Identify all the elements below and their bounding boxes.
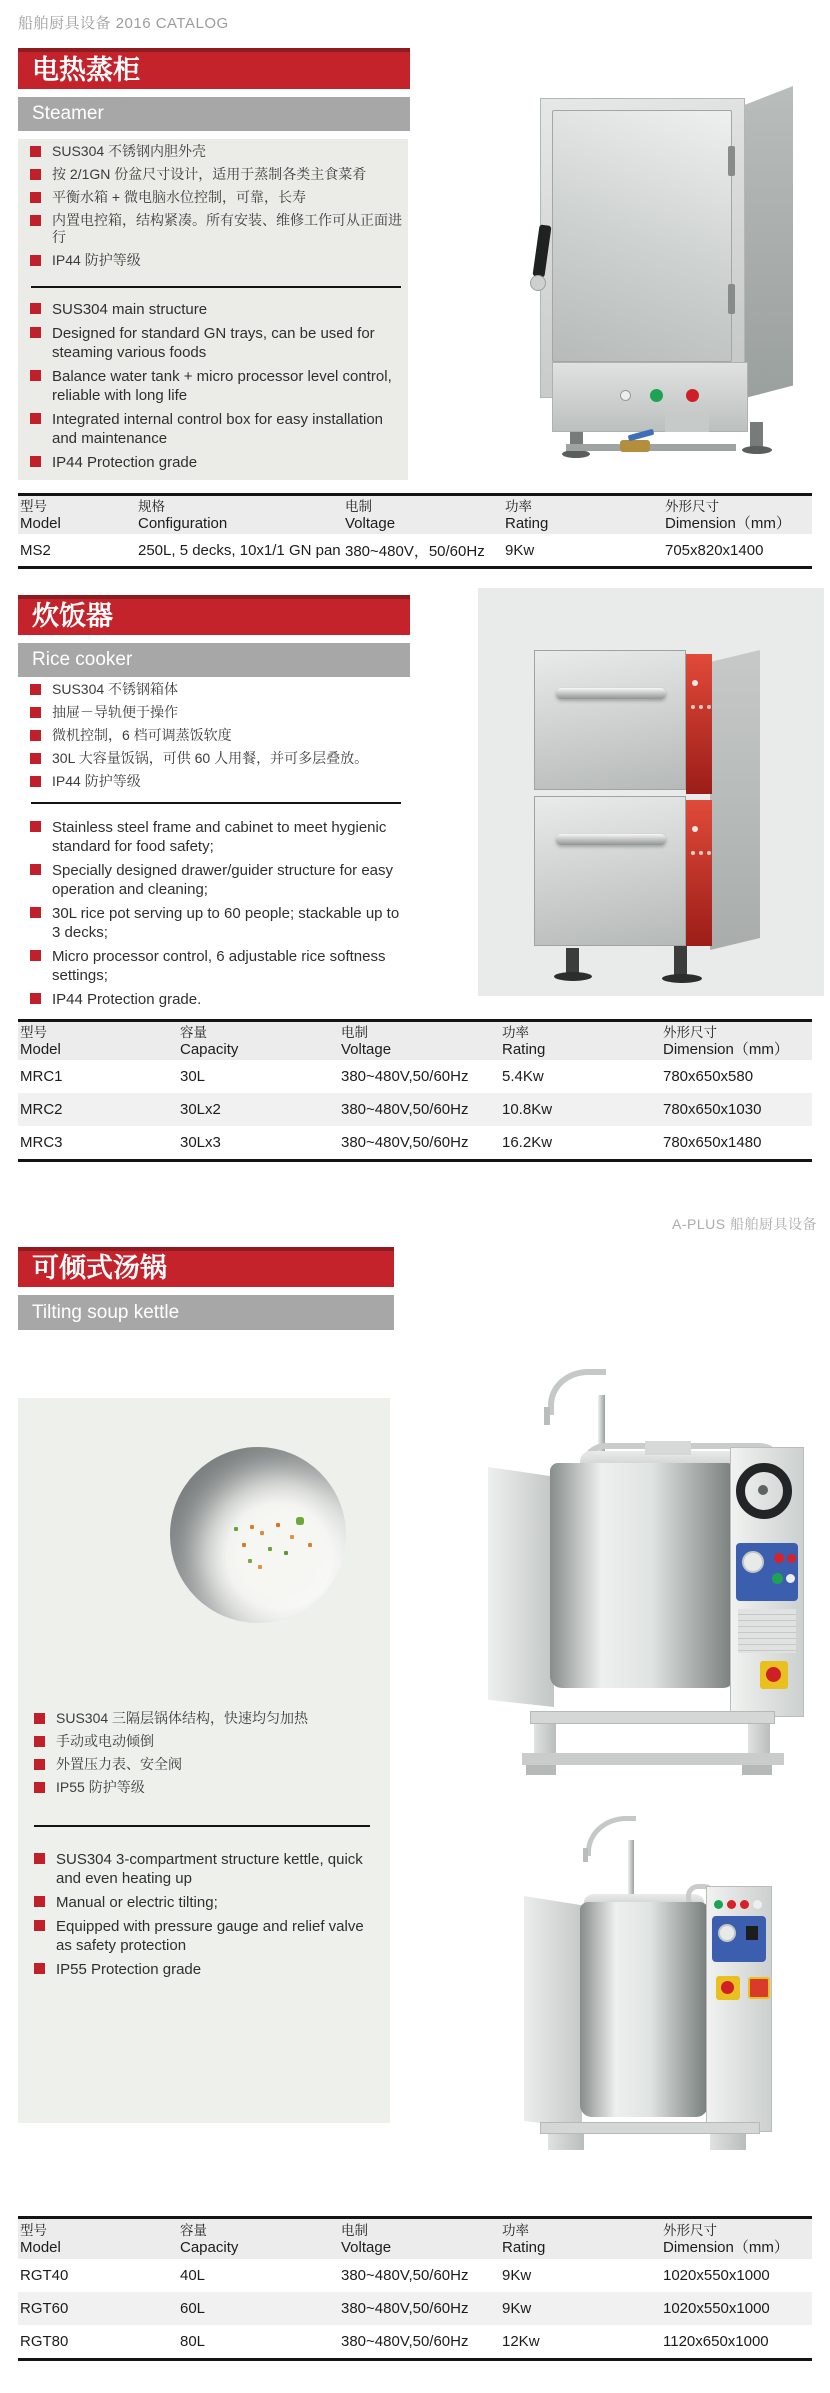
main-switch-plate: [748, 1977, 770, 1999]
header-cn: 电制: [345, 498, 372, 514]
cell-model: RGT40: [20, 2267, 69, 2284]
soup-kettle-spec-table: [18, 2216, 812, 2361]
bullet-square-icon: [30, 730, 41, 741]
feature-text: Manual or electric tilting;: [56, 1894, 218, 1911]
cell-dimension: 780x650x1480: [663, 1134, 762, 1151]
feature-text: 手动或电动倾倒: [56, 1733, 154, 1749]
steamer-photo: [500, 60, 800, 460]
cell-model: MRC3: [20, 1134, 63, 1151]
header-rating: [500, 1024, 661, 1059]
rice-cooker-red-control-strip: [686, 654, 712, 794]
header-capacity: [178, 1024, 339, 1059]
rice-cooker-features-en: [30, 818, 402, 1014]
base-frame-lower-bar: [522, 1753, 784, 1765]
vegetable-garnish: [250, 1525, 254, 1529]
feature-divider: [34, 1825, 370, 1827]
power-button-green: [650, 389, 663, 402]
green-button: [714, 1900, 723, 1909]
cell-voltage: 380~480V,50/60Hz: [341, 1134, 469, 1151]
header-en: Model: [20, 2238, 61, 2256]
cell-rating: 9Kw: [502, 2267, 532, 2284]
cell-dimension: 780x650x1030: [663, 1101, 762, 1118]
table-header-row: [18, 496, 812, 534]
cell-dimension: 1020x550x1000: [663, 2267, 770, 2284]
bullet-square-icon: [30, 413, 41, 424]
cell-capacity: 30L: [180, 1068, 206, 1085]
feature-item: [34, 1733, 374, 1750]
cell-capacity: 40L: [180, 2267, 206, 2284]
bullet-square-icon: [30, 993, 41, 1004]
feature-item: [34, 1779, 374, 1796]
table-row: [18, 534, 812, 566]
leg: [566, 948, 579, 974]
cell-voltage: 380~480V,50/60Hz: [341, 1101, 469, 1118]
cell-rating: 16.2Kw: [502, 1134, 553, 1151]
feature-item: [30, 166, 402, 183]
left-support-cabinet: [488, 1467, 554, 1707]
foot: [562, 450, 590, 458]
feature-text: 30L 大容量饭锅，可供 60 人用餐，并可多层叠放。: [52, 750, 369, 766]
feature-text: IP44 Protection grade: [52, 454, 198, 471]
header-cn: 电制: [341, 1024, 368, 1040]
temperature-knob: [742, 1551, 764, 1573]
rice-cooker-drawer-top: [534, 650, 686, 790]
cell-dimension: 1120x650x1000: [663, 2333, 769, 2350]
feature-text: 平衡水箱 + 微电脑水位控制，可靠，长寿: [52, 189, 306, 205]
section-title-steamer-en: Steamer: [18, 97, 410, 131]
header-rating: [503, 498, 663, 533]
feature-text: IP55 Protection grade: [56, 1961, 202, 1978]
red-button: [740, 1900, 749, 1909]
bullet-square-icon: [34, 1713, 45, 1724]
bullet-square-icon: [34, 1920, 45, 1931]
header-configuration: [136, 498, 343, 533]
header-en: Rating: [502, 2238, 546, 2256]
base-foot: [548, 2134, 584, 2150]
header-capacity: [178, 2222, 339, 2257]
header-cn: 功率: [502, 1024, 529, 1040]
white-button: [786, 1574, 795, 1583]
lid-handle: [645, 1441, 691, 1455]
bullet-square-icon: [30, 950, 41, 961]
feature-text: Designed for standard GN trays, can be used for steaming various foods: [52, 325, 375, 361]
table-row: [18, 2259, 812, 2292]
bullet-square-icon: [30, 169, 41, 180]
left-support-cabinet: [524, 1896, 582, 2128]
cell-rating: 9Kw: [502, 2300, 532, 2317]
cell-dimension: 1020x550x1000: [663, 2300, 770, 2317]
base-frame-bar: [530, 1711, 775, 1724]
header-en: Rating: [505, 514, 549, 532]
cell-voltage: 380~480V,50/60Hz: [341, 2333, 469, 2350]
header-en: Dimension（mm）: [663, 2238, 789, 2256]
feature-item: [34, 1917, 374, 1955]
cell-dimension: 705x820x1400: [665, 541, 764, 559]
feature-text: IP44 防护等级: [52, 252, 141, 268]
control-buttons: [692, 680, 698, 686]
feature-item: [30, 750, 402, 767]
bullet-square-icon: [30, 907, 41, 918]
header-en: Dimension（mm）: [663, 1040, 789, 1058]
bullet-square-icon: [30, 327, 41, 338]
foot-pad: [526, 1765, 556, 1775]
feature-item: [30, 861, 402, 899]
feature-text: Micro processor control, 6 adjustable rice softness settings;: [52, 948, 386, 984]
feature-text: 外置压力表、安全阀: [56, 1756, 182, 1772]
cell-capacity: 30Lx3: [180, 1134, 221, 1151]
feature-text: IP55 防护等级: [56, 1779, 145, 1795]
table-row: [18, 1060, 812, 1093]
water-pipe: [566, 444, 736, 451]
header-en: Voltage: [341, 2238, 392, 2256]
feature-item: [34, 1756, 374, 1773]
emergency-stop-button: [721, 1981, 734, 1994]
bullet-square-icon: [30, 753, 41, 764]
kettle-pot-body: [580, 1902, 708, 2117]
green-button: [772, 1573, 783, 1584]
stop-button-red: [686, 389, 699, 402]
rice-cooker-drawer-bottom: [534, 796, 686, 946]
control-panel: [736, 1543, 798, 1601]
soup-kettle-photo-large: [430, 1355, 812, 1795]
red-button: [727, 1900, 736, 1909]
rice-cooker-cabinet-side: [710, 650, 760, 950]
drawer-handle: [556, 834, 666, 845]
table-header-row: [18, 2219, 812, 2259]
header-voltage: [339, 1024, 500, 1059]
spec-label-plate: [738, 1609, 796, 1653]
feature-text: SUS304 三隔层锅体结构，快速均匀加热: [56, 1710, 309, 1726]
feature-text: Equipped with pressure gauge and relief valve as safety protection: [56, 1918, 364, 1954]
header-en: Rating: [502, 1040, 546, 1058]
header-cn: 功率: [505, 498, 532, 514]
section-title-steamer-cn: 电热蒸柜: [18, 48, 410, 89]
section-title-soup-kettle-en: Tilting soup kettle: [18, 1295, 394, 1330]
header-cn: 外形尺寸: [665, 498, 719, 514]
header-en: Configuration: [138, 514, 228, 532]
cell-model: MRC2: [20, 1101, 63, 1118]
bullet-square-icon: [30, 215, 41, 226]
feature-item: [30, 704, 402, 721]
bullet-square-icon: [34, 1963, 45, 1974]
drawer-handle: [556, 688, 666, 699]
steamer-door: [552, 110, 732, 362]
header-voltage: [339, 2222, 500, 2257]
leg: [674, 946, 687, 976]
temperature-knob: [718, 1924, 736, 1942]
foot: [662, 974, 702, 983]
feature-item: [30, 681, 402, 698]
feature-item: [30, 453, 400, 472]
rice-cooker-features-cn: [30, 681, 402, 796]
bullet-square-icon: [30, 864, 41, 875]
cell-capacity: 60L: [180, 2300, 206, 2317]
feature-item: [30, 143, 402, 160]
bullet-square-icon: [30, 370, 41, 381]
table-header-row: [18, 1022, 812, 1060]
header-cn: 电制: [341, 2222, 368, 2238]
feature-item: [30, 947, 402, 985]
cell-voltage: 380~480V,50/60Hz: [341, 1068, 469, 1085]
header-model: [18, 2222, 178, 2257]
bullet-square-icon: [30, 821, 41, 832]
soup-kettle-features-cn: [34, 1710, 374, 1802]
cell-capacity: 80L: [180, 2333, 206, 2350]
feature-item: [34, 1893, 374, 1912]
header-cn: 容量: [180, 2222, 207, 2238]
rice-cooker-photo: [478, 588, 824, 996]
foot: [742, 446, 772, 454]
table-row: [18, 1126, 812, 1159]
table-row: [18, 2292, 812, 2325]
cell-model: RGT80: [20, 2333, 69, 2350]
section-title-rice-cooker-cn: 炊饭器: [18, 595, 410, 635]
bullet-square-icon: [34, 1896, 45, 1907]
steamer-spec-table: [18, 493, 812, 569]
faucet-spout: [583, 1848, 588, 1862]
foot: [554, 972, 592, 981]
soup-kettle-photo-small: [500, 1800, 800, 2160]
feature-item: [30, 727, 402, 744]
catalog-header: 船舶厨具设备 2016 CATALOG: [18, 15, 229, 32]
gooseneck-faucet: [548, 1369, 606, 1415]
brand-header: A-PLUS 船舶厨具设备: [672, 1216, 817, 1232]
base-foot: [710, 2134, 746, 2150]
red-button: [774, 1553, 784, 1563]
name-plate: [665, 412, 709, 432]
section-title-rice-cooker-en: Rice cooker: [18, 643, 410, 677]
feature-text: SUS304 不锈钢箱体: [52, 681, 179, 697]
cell-voltage: 380~480V,50/60Hz: [341, 2300, 469, 2317]
bullet-square-icon: [34, 1759, 45, 1770]
bullet-square-icon: [30, 456, 41, 467]
feature-item: [34, 1850, 374, 1888]
bullet-square-icon: [30, 255, 41, 266]
soup-kettle-features-en: [34, 1850, 374, 1984]
feature-text: Stainless steel frame and cabinet to meet hygienic standard for food safety;: [52, 819, 387, 855]
feature-text: SUS304 main structure: [52, 301, 208, 318]
bullet-square-icon: [34, 1736, 45, 1747]
feature-item: [30, 773, 402, 790]
feature-item: [30, 990, 402, 1009]
cell-model: MRC1: [20, 1068, 63, 1085]
cell-model: MS2: [20, 541, 51, 559]
table-row: [18, 1093, 812, 1126]
cell-configuration: 250L, 5 decks, 10x1/1 GN pan: [138, 541, 341, 559]
door-hinge: [728, 146, 735, 176]
feature-text: IP44 Protection grade.: [52, 991, 202, 1008]
bullet-square-icon: [34, 1853, 45, 1864]
feature-item: [30, 904, 402, 942]
header-voltage: [343, 498, 503, 533]
cell-voltage: 380~480V,50/60Hz: [341, 2267, 469, 2284]
feature-text: 内置电控箱，结构紧凑。所有安装、维修工作可从正面进行: [52, 212, 402, 245]
selector-switch: [746, 1926, 758, 1940]
header-dimension: [661, 2222, 812, 2257]
bullet-square-icon: [30, 146, 41, 157]
feature-text: SUS304 不锈钢内胆外壳: [52, 143, 207, 159]
leg: [750, 422, 763, 448]
bullet-square-icon: [30, 684, 41, 695]
feature-item: [34, 1710, 374, 1727]
feature-text: 微机控制，6 档可调蒸饭软度: [52, 727, 232, 743]
red-button: [787, 1554, 796, 1563]
header-cn: 容量: [180, 1024, 207, 1040]
feature-item: [30, 367, 400, 405]
cell-rating: 10.8Kw: [502, 1101, 553, 1118]
header-cn: 功率: [502, 2222, 529, 2238]
soup-food-photo: [170, 1447, 346, 1623]
header-cn: 型号: [20, 2222, 47, 2238]
feature-text: Specially designed drawer/guider structure for easy operation and cleaning;: [52, 862, 394, 898]
base-frame-bar: [540, 2122, 760, 2134]
cell-rating: 12Kw: [502, 2333, 540, 2350]
header-cn: 型号: [20, 498, 47, 514]
feature-text: SUS304 3-compartment structure kettle, quick and even heating up: [56, 1851, 363, 1887]
bullet-square-icon: [30, 192, 41, 203]
feature-item: [30, 324, 400, 362]
feature-item: [34, 1960, 374, 1979]
door-hinge: [728, 284, 735, 314]
section-title-soup-kettle-cn: 可倾式汤锅: [18, 1247, 394, 1287]
steamer-cabinet-side: [745, 86, 793, 398]
bullet-square-icon: [30, 776, 41, 787]
feature-item: [30, 189, 402, 206]
feature-text: 30L rice pot serving up to 60 people; stackable up to 3 decks;: [52, 905, 400, 941]
steamer-features-en: [30, 300, 400, 477]
brass-valve: [620, 440, 650, 452]
feature-item: [30, 252, 402, 269]
header-en: Dimension（mm）: [665, 514, 791, 532]
indicator-light-white: [620, 390, 631, 401]
header-en: Capacity: [180, 2238, 239, 2256]
header-model: [18, 1024, 178, 1059]
header-dimension: [661, 1024, 812, 1059]
feature-text: Integrated internal control box for easy installation and maintenance: [52, 411, 384, 447]
feature-text: IP44 防护等级: [52, 773, 141, 789]
header-cn: 规格: [138, 498, 165, 514]
feature-text: 按 2/1GN 份盆尺寸设计，适用于蒸制各类主食菜肴: [52, 166, 367, 182]
header-dimension: [663, 498, 812, 533]
cell-dimension: 780x650x580: [663, 1068, 754, 1085]
feature-item: [30, 818, 402, 856]
header-en: Capacity: [180, 1040, 239, 1058]
feature-item: [30, 212, 402, 246]
bullet-square-icon: [34, 1782, 45, 1793]
header-en: Voltage: [341, 1040, 392, 1058]
header-en: Model: [20, 1040, 61, 1058]
feature-item: [30, 410, 400, 448]
header-cn: 外形尺寸: [663, 1024, 717, 1040]
bullet-square-icon: [30, 303, 41, 314]
cell-rating: 5.4Kw: [502, 1068, 544, 1085]
foot-pad: [742, 1765, 772, 1775]
wheel-hub: [758, 1485, 768, 1495]
header-model: [18, 498, 136, 533]
header-rating: [500, 2222, 661, 2257]
feature-divider: [31, 802, 401, 804]
control-buttons: [692, 826, 698, 832]
door-latch-knob: [530, 275, 546, 291]
header-en: Voltage: [345, 514, 396, 532]
emergency-stop-button: [766, 1667, 781, 1682]
feature-item: [30, 300, 400, 319]
faucet-spout: [544, 1407, 550, 1425]
table-row: [18, 2325, 812, 2358]
feature-divider: [31, 286, 401, 288]
feature-text: Balance water tank + micro processor level control, reliable with long life: [52, 368, 392, 404]
header-cn: 型号: [20, 1024, 47, 1040]
bullet-square-icon: [30, 707, 41, 718]
cell-model: RGT60: [20, 2300, 69, 2317]
gooseneck-faucet: [586, 1816, 636, 1856]
kettle-pot-body: [550, 1463, 735, 1688]
rice-cooker-red-control-strip: [686, 800, 712, 946]
header-en: Model: [20, 514, 61, 532]
rice-cooker-spec-table: [18, 1019, 812, 1162]
cell-voltage: 380~480V，50/60Hz: [345, 542, 485, 560]
header-cn: 外形尺寸: [663, 2222, 717, 2238]
feature-text: 抽屉－导轨便于操作: [52, 704, 178, 720]
cell-rating: 9Kw: [505, 541, 535, 559]
steamer-features-cn: [30, 143, 402, 275]
white-button: [753, 1900, 762, 1909]
cell-capacity: 30Lx2: [180, 1101, 221, 1118]
